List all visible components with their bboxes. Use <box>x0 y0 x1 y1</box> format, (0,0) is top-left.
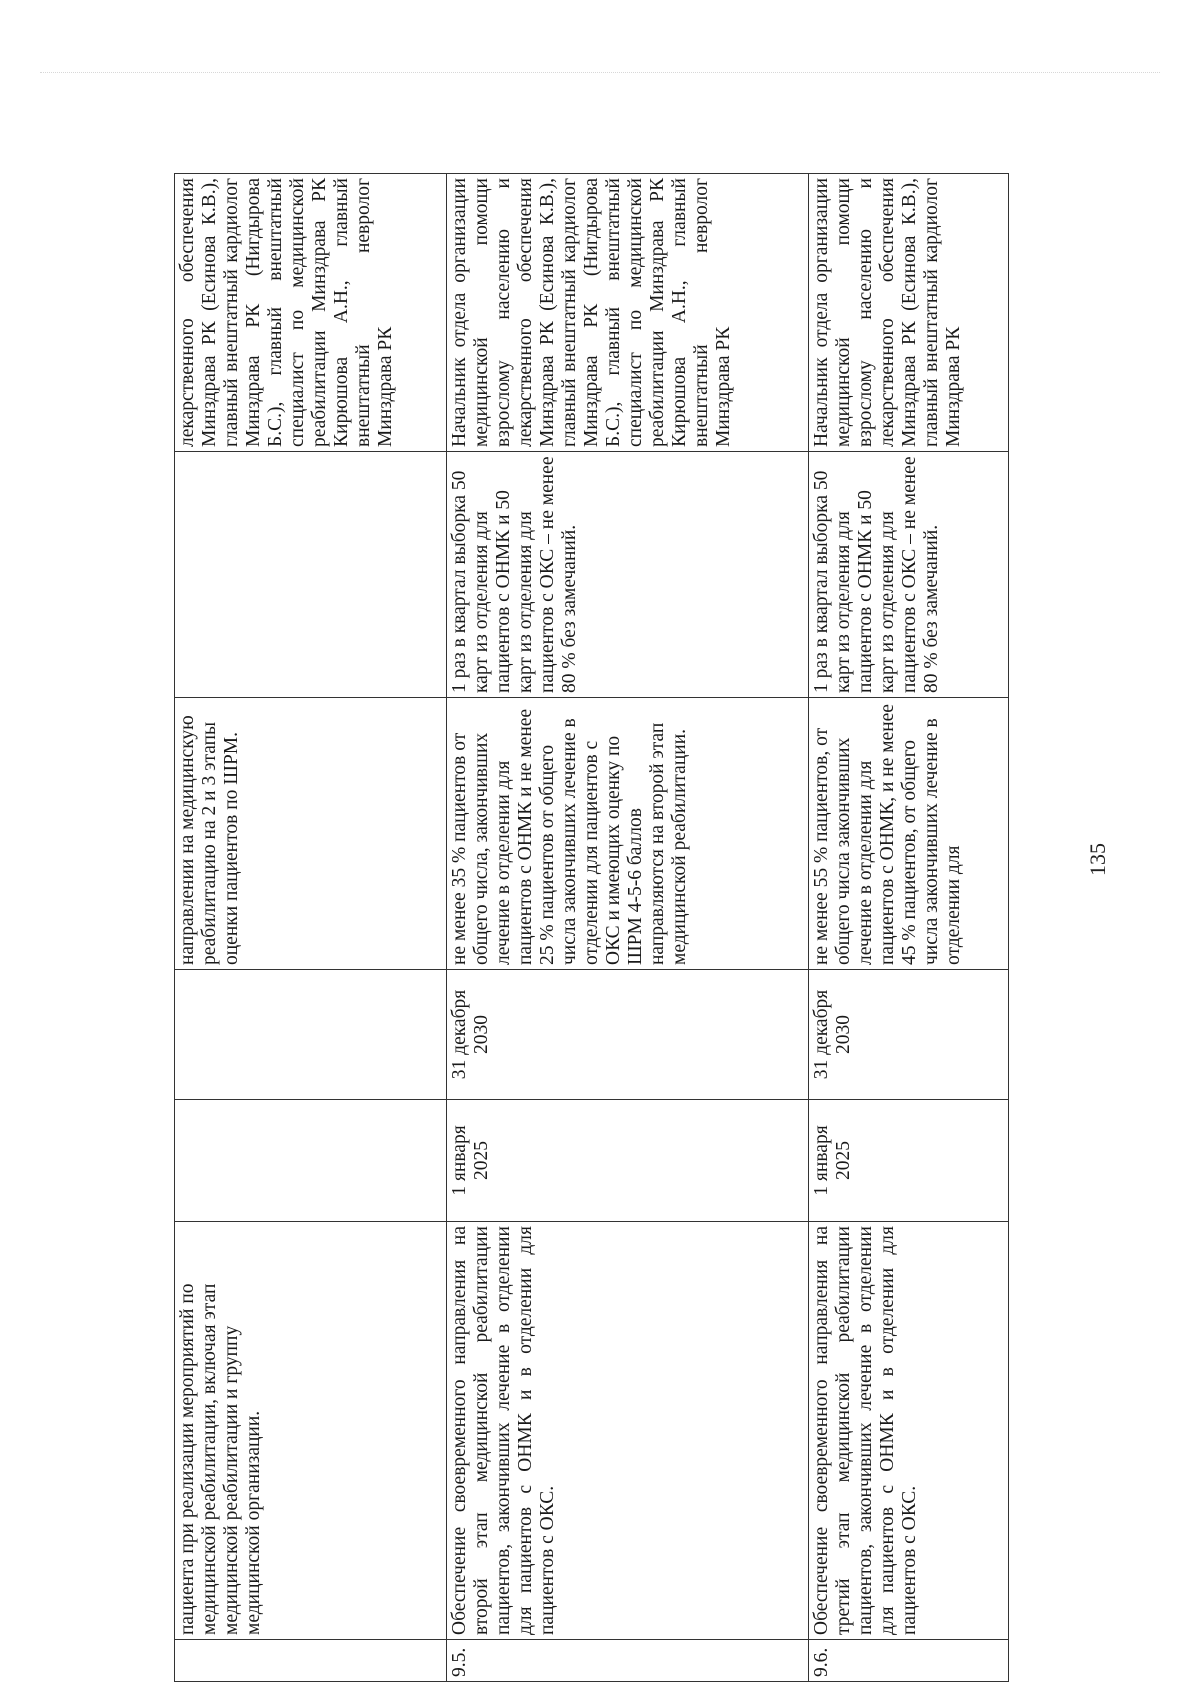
table-row <box>447 174 809 1682</box>
cell-end-date <box>175 970 447 1100</box>
measures-table <box>174 173 1009 1682</box>
cell-start-date: 1 января 2025 <box>447 1100 809 1222</box>
cell-number <box>175 1640 447 1682</box>
cell-indicator: не менее 35 % пациентов от общего числа, закончивших лечение в отделении для пациентов с ОНМК и не менее 25 % пациентов от общего числа закончивших лечение в отделении для пациентов с ОКС и имеющих оценку по ШРМ 4-5-6 баллов направляются на второй этап медицинской реабилитации. <box>447 698 809 970</box>
cell-number: 9.6. <box>809 1640 1009 1682</box>
cell-start-date: 1 января 2025 <box>809 1100 1009 1222</box>
page-number: 135 <box>1085 843 1110 876</box>
cell-number: 9.5. <box>447 1640 809 1682</box>
cell-responsible: Начальник отдела организации медицинской помощи взрослому населению и лекарственного обеспечения Минздрава РК (Есинова К.В.), главный внештатный кардиолог Минздрава РК <box>809 174 1009 452</box>
table-row <box>175 174 447 1682</box>
cell-control: 1 раз в квартал выборка 50 карт из отделения для пациентов с ОНМК и 50 карт из отделения для пациентов с ОКС – не менее 80 % без замечаний. <box>447 452 809 698</box>
cell-indicator: направлении на медицинскую реабилитацию на 2 и 3 этапы оценки пациентов по ШРМ. <box>175 698 447 970</box>
table-row <box>809 174 1009 1682</box>
cell-control <box>175 452 447 698</box>
scan-artifact <box>40 72 1160 75</box>
cell-end-date: 31 декабря 2030 <box>447 970 809 1100</box>
cell-measure-name: пациента при реализации мероприятий по медицинской реабилитации, включая этап медицинской реабилитации и группу медицинской организации. <box>175 1222 447 1640</box>
rotated-content <box>174 174 1084 1682</box>
cell-start-date <box>175 1100 447 1222</box>
cell-indicator: не менее 55 % пациентов, от общего числа закончивших лечение в отделении для пациентов с ОНМК, и не менее 45 % пациентов, от общего числа закончивших лечение в отделении для <box>809 698 1009 970</box>
cell-end-date: 31 декабря 2030 <box>809 970 1009 1100</box>
cell-responsible: лекарственного обеспечения Минздрава РК (Есинова К.В.), главный внештатный кардиолог Минздрава РК (Нигдырова Б.С.), главный внештатный специалист по медицинской реабилитации Минздрава РК Кирюшова А.Н., главный внештатный невролог Минздрава РК <box>175 174 447 452</box>
cell-measure-name: Обеспечение своевременного направления на третий этап медицинской реабилитации пациентов, закончивших лечение в отделении для пациентов с ОНМК и в отделении для пациентов с ОКС. <box>809 1222 1009 1640</box>
cell-responsible: Начальник отдела организации медицинской помощи взрослому населению и лекарственного обеспечения Минздрава РК (Есинова К.В.), главный внештатный кардиолог Минздрава РК (Нигдырова Б.С.), главный внештатный специалист по медицинской реабилитации Минздрава РК Кирюшова А.Н., главный внештатный невролог Минздрава РК <box>447 174 809 452</box>
cell-control: 1 раз в квартал выборка 50 карт из отделения для пациентов с ОНМК и 50 карт из отделения для пациентов с ОКС – не менее 80 % без замечаний. <box>809 452 1009 698</box>
cell-measure-name: Обеспечение своевременного направления на второй этап медицинской реабилитации пациентов, закончивших лечение в отделении для пациентов с ОНМК и в отделении для пациентов с ОКС. <box>447 1222 809 1640</box>
